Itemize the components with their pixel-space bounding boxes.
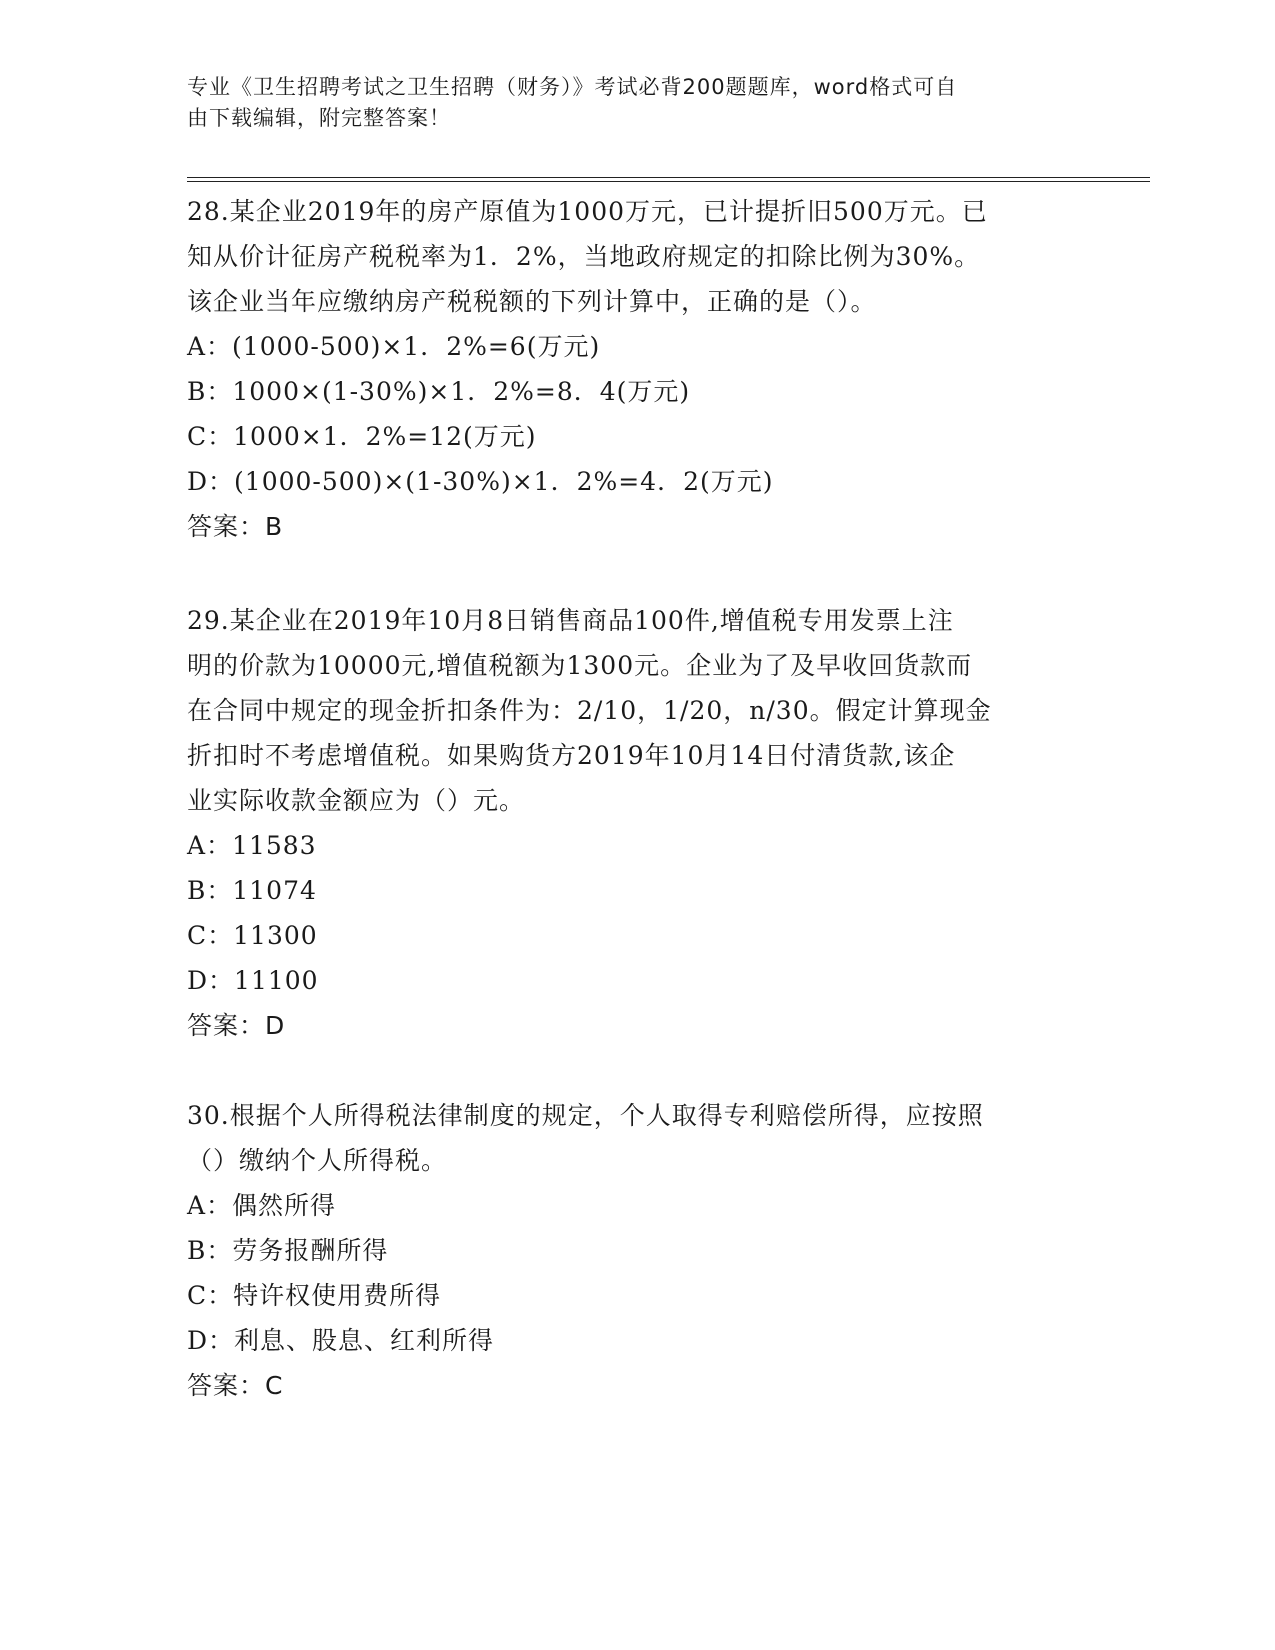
question-text-line: （）缴纳个人所得税。: [187, 1146, 448, 1175]
header-line-1: 专业《卫生招聘考试之卫生招聘（财务）》考试必背200题题库，word格式可自: [187, 75, 958, 99]
question-text-line: 折扣时不考虑增值税。如果购货方2019年10月14日付清货款,该企: [187, 741, 956, 770]
header-divider-bottom: [187, 181, 1150, 182]
option-b: B：1000×(1-30%)×1．2%=8．4(万元): [187, 377, 691, 406]
option-a: A：(1000-500)×1．2%=6(万元): [187, 332, 601, 361]
option-a: A：11583: [187, 831, 317, 860]
question-text-line: 明的价款为10000元,增值税额为1300元。企业为了及早收回货款而: [187, 651, 973, 680]
question-text-line: 29.某企业在2019年10月8日销售商品100件,增值税专用发票上注: [187, 606, 954, 635]
option-d: D：(1000-500)×(1-30%)×1．2%=4．2(万元): [187, 467, 774, 496]
answer: 答案：B: [187, 512, 284, 541]
option-d: D：利息、股息、红利所得: [187, 1326, 495, 1355]
option-d: D：11100: [187, 966, 319, 995]
option-c: C：特许权使用费所得: [187, 1281, 442, 1310]
answer: 答案：C: [187, 1371, 284, 1400]
question-text-line: 该企业当年应缴纳房产税税额的下列计算中，正确的是（）。: [187, 287, 877, 316]
answer: 答案：D: [187, 1011, 286, 1040]
option-a: A：偶然所得: [187, 1191, 337, 1220]
question-30: [187, 1093, 1067, 1408]
question-29: [187, 598, 1067, 1048]
question-text-line: 28.某企业2019年的房产原值为1000万元，已计提折旧500万元。已: [187, 197, 988, 226]
option-b: B：劳务报酬所得: [187, 1236, 389, 1265]
option-c: C：1000×1．2%=12(万元): [187, 422, 537, 451]
document-header: [187, 72, 1067, 134]
option-b: B：11074: [187, 876, 317, 905]
question-text-line: 30.根据个人所得税法律制度的规定，个人取得专利赔偿所得，应按照: [187, 1101, 984, 1130]
option-c: C：11300: [187, 921, 318, 950]
question-text-line: 在合同中规定的现金折扣条件为：2/10，1/20，n/30。假定计算现金: [187, 696, 992, 725]
header-divider-top: [187, 177, 1150, 178]
question-text-line: 业实际收款金额应为（）元。: [187, 786, 526, 815]
question-28: [187, 189, 1067, 549]
question-text-line: 知从价计征房产税税率为1．2%，当地政府规定的扣除比例为30%。: [187, 242, 981, 271]
header-line-2: 由下载编辑，附完整答案！: [187, 106, 451, 130]
